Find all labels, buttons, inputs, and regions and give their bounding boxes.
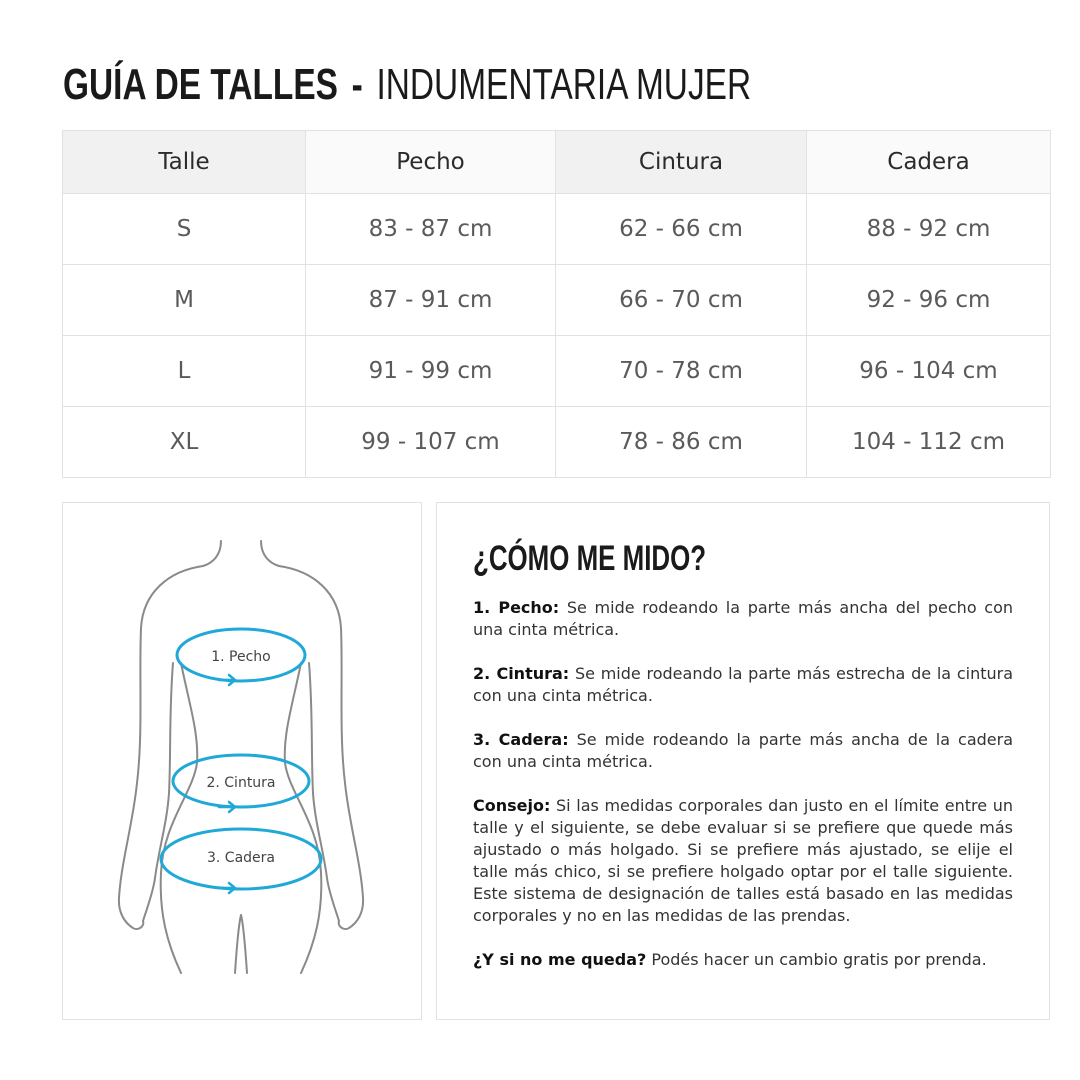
size-table bbox=[62, 130, 1051, 478]
cell-pecho: 91 - 99 cm bbox=[306, 336, 556, 407]
table-row bbox=[63, 194, 1051, 265]
neck-right bbox=[261, 541, 279, 566]
chest-arrow-icon bbox=[219, 675, 235, 685]
header-pecho: Pecho bbox=[306, 131, 556, 194]
guide-item-text: Se mide rodeando la parte más estrecha de la cintura con una cinta métrica. bbox=[473, 664, 1014, 705]
guide-footer bbox=[473, 949, 1013, 971]
title-separator: - bbox=[351, 60, 363, 109]
guide-item-label: Consejo: bbox=[473, 796, 551, 815]
title-main: GUÍA DE TALLES bbox=[63, 60, 338, 109]
cell-cintura: 70 - 78 cm bbox=[556, 336, 807, 407]
label-pecho: 1. Pecho bbox=[211, 649, 271, 665]
cell-pecho: 83 - 87 cm bbox=[306, 194, 556, 265]
body-outline bbox=[119, 541, 363, 973]
guide-item-cintura bbox=[473, 663, 1013, 707]
measure-guide-panel bbox=[436, 502, 1050, 1020]
guide-item-label: 2. Cintura: bbox=[473, 664, 570, 683]
guide-item-text: Se mide rodeando la parte más ancha de la cadera con una cinta métrica. bbox=[473, 730, 1014, 771]
table-row bbox=[63, 336, 1051, 407]
label-cadera: 3. Cadera bbox=[207, 850, 275, 866]
hip-arrow-icon bbox=[219, 883, 235, 893]
cell-pecho: 87 - 91 cm bbox=[306, 265, 556, 336]
guide-title: ¿CÓMO ME MIDO? bbox=[473, 539, 707, 578]
arm-left-inner bbox=[143, 663, 173, 921]
table-row bbox=[63, 265, 1051, 336]
header-cadera: Cadera bbox=[807, 131, 1051, 194]
table-header-row bbox=[63, 131, 1051, 194]
cell-cadera: 96 - 104 cm bbox=[807, 336, 1051, 407]
cell-talle: XL bbox=[63, 407, 306, 478]
guide-item-cadera bbox=[473, 729, 1013, 773]
arm-right-inner bbox=[309, 663, 339, 921]
cell-talle: S bbox=[63, 194, 306, 265]
cell-pecho: 99 - 107 cm bbox=[306, 407, 556, 478]
title-subtitle: INDUMENTARIA MUJER bbox=[376, 60, 752, 109]
header-talle: Talle bbox=[63, 131, 306, 194]
guide-item-text: Se mide rodeando la parte más ancha del pecho con una cinta métrica. bbox=[473, 598, 1013, 639]
guide-item-consejo bbox=[473, 795, 1013, 927]
guide-item-label: 3. Cadera: bbox=[473, 730, 569, 749]
waist-arrow-icon bbox=[219, 802, 235, 812]
cell-cintura: 62 - 66 cm bbox=[556, 194, 807, 265]
body-outline-illustration bbox=[63, 503, 421, 1019]
cell-talle: M bbox=[63, 265, 306, 336]
label-cintura: 2. Cintura bbox=[206, 775, 276, 791]
guide-item-label: 1. Pecho: bbox=[473, 598, 560, 617]
leg-gap bbox=[235, 915, 247, 973]
cell-cadera: 104 - 112 cm bbox=[807, 407, 1051, 478]
cell-cintura: 66 - 70 cm bbox=[556, 265, 807, 336]
cell-cadera: 92 - 96 cm bbox=[807, 265, 1051, 336]
guide-body bbox=[473, 597, 1013, 971]
cell-cintura: 78 - 86 cm bbox=[556, 407, 807, 478]
guide-footer-text: Podés hacer un cambio gratis por prenda. bbox=[651, 950, 987, 969]
table-row bbox=[63, 407, 1051, 478]
cell-cadera: 88 - 92 cm bbox=[807, 194, 1051, 265]
guide-item-text: Si las medidas corporales dan justo en el límite entre un talle y el siguiente, se debe evaluar si se prefiere que quede más ajustado o más holgado. Si se prefiere más ajustado, se elije el talle más chico, si se prefiere holgado optar por el talle siguiente. Este sistema de designación de talles está basado en las medidas corporales y no en las medidas de las prendas. bbox=[473, 796, 1013, 925]
page-title bbox=[63, 54, 751, 116]
guide-footer-label: ¿Y si no me queda? bbox=[473, 950, 647, 969]
guide-item-pecho bbox=[473, 597, 1013, 641]
neck-left bbox=[203, 541, 221, 566]
header-cintura: Cintura bbox=[556, 131, 807, 194]
cell-talle: L bbox=[63, 336, 306, 407]
body-figure-panel bbox=[62, 502, 422, 1020]
